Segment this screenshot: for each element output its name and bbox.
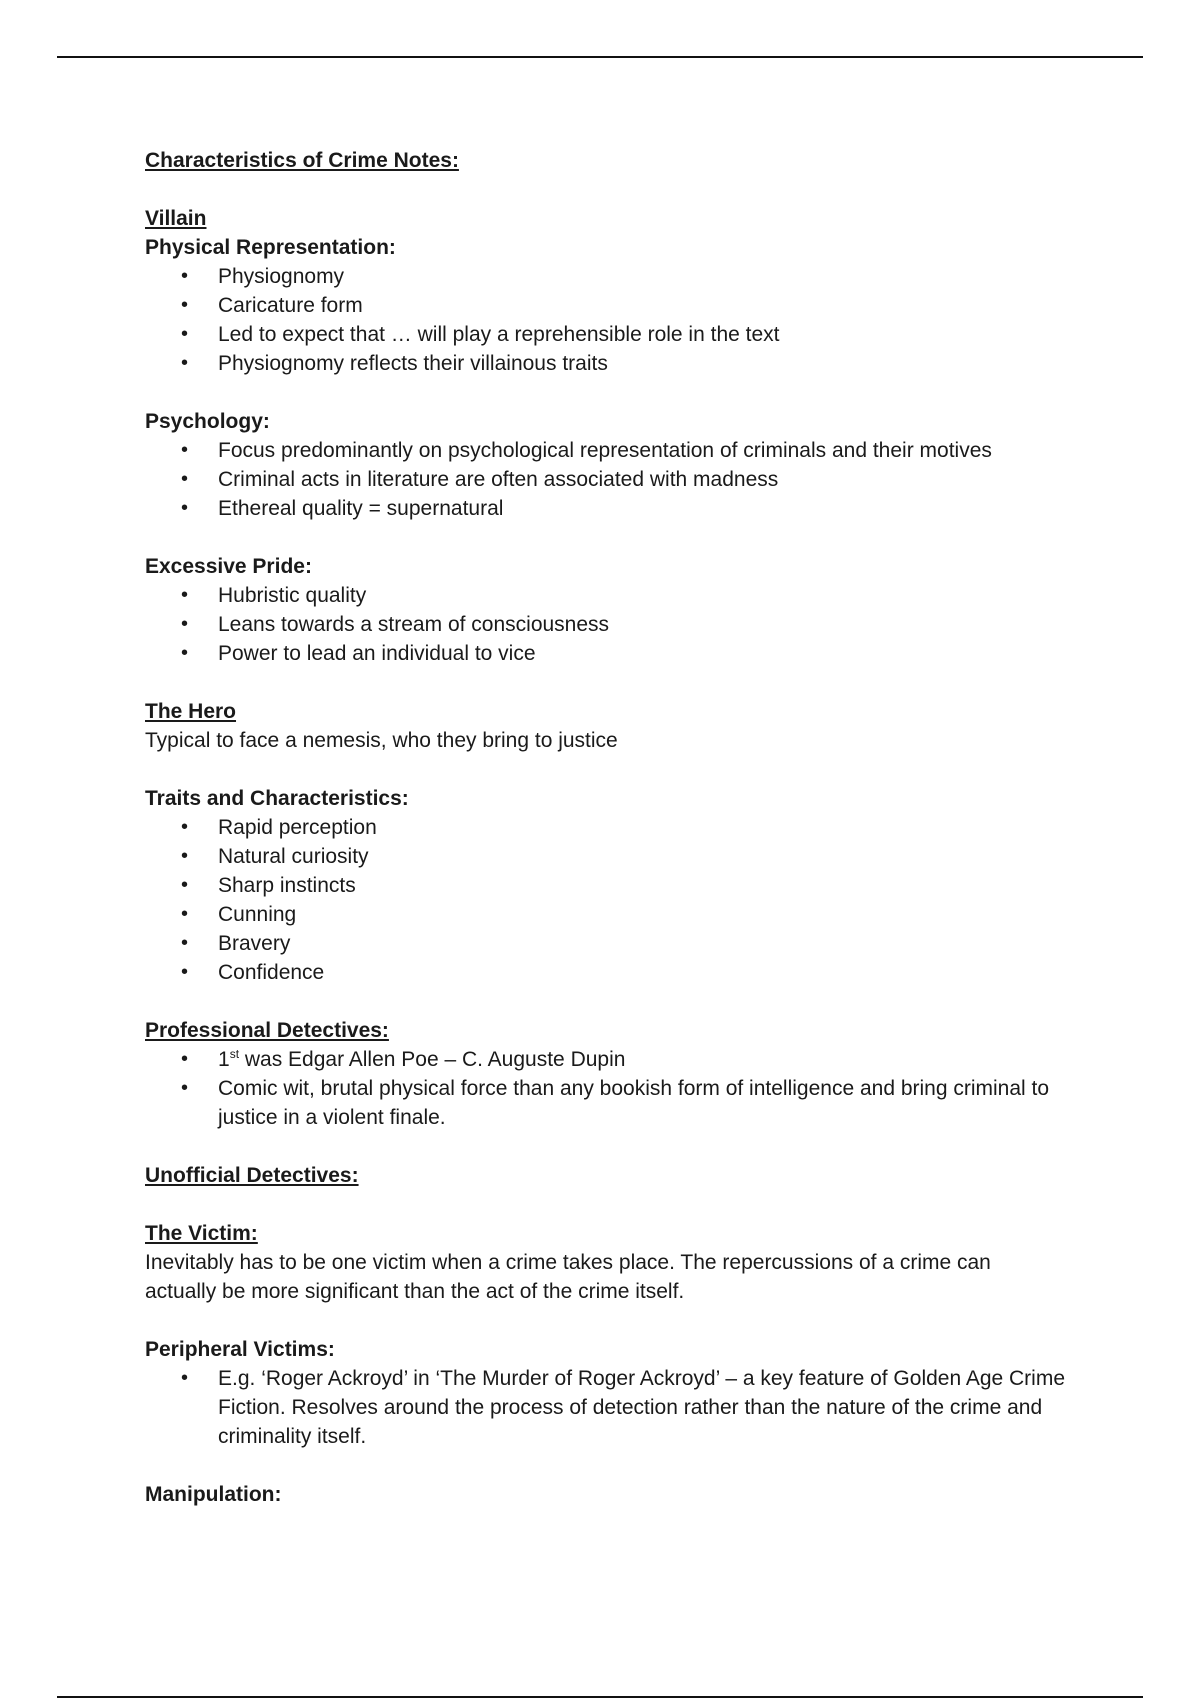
list-item: • Comic wit, brutal physical force than any bookish form of intelligence and bring criminal to justice in a violent finale. <box>145 1074 1065 1132</box>
ordinal-suffix: st <box>229 1047 240 1061</box>
manipulation-heading: Manipulation: <box>145 1483 282 1506</box>
psychology-heading: Psychology: <box>145 410 270 433</box>
list-item: • Cunning <box>145 900 1065 929</box>
physical-representation-heading: Physical Representation: <box>145 236 396 259</box>
villain-heading: Villain <box>145 207 207 230</box>
list-item: • Rapid perception <box>145 813 1065 842</box>
professional-detectives-list <box>145 1045 1065 1132</box>
document-body <box>145 146 1065 1509</box>
professional-detectives-heading: Professional Detectives: <box>145 1019 389 1042</box>
list-item: • Physiognomy reflects their villainous traits <box>145 349 1065 378</box>
list-item: • Natural curiosity <box>145 842 1065 871</box>
list-item: • E.g. ‘Roger Ackroyd’ in ‘The Murder of Roger Ackroyd’ – a key feature of Golden Age Crime Fiction. Resolves around the process of detection rather than the nature of the crime and criminality itself. <box>145 1364 1065 1451</box>
psychology-list <box>145 436 1065 523</box>
list-item-text: was Edgar Allen Poe – C. Auguste Dupin <box>239 1048 626 1071</box>
list-item: • Caricature form <box>145 291 1065 320</box>
list-item: • Leans towards a stream of consciousness <box>145 610 1065 639</box>
footer-rule <box>57 1696 1143 1698</box>
excessive-pride-heading: Excessive Pride: <box>145 555 312 578</box>
peripheral-victims-list <box>145 1364 1065 1451</box>
victim-heading: The Victim: <box>145 1222 258 1245</box>
peripheral-victims-heading: Peripheral Victims: <box>145 1338 335 1361</box>
list-item: • Focus predominantly on psychological representation of criminals and their motives <box>145 436 1065 465</box>
document-title: Characteristics of Crime Notes: <box>145 149 459 172</box>
traits-list <box>145 813 1065 987</box>
list-item: • Confidence <box>145 958 1065 987</box>
list-item: • Power to lead an individual to vice <box>145 639 1065 668</box>
list-item <box>145 1045 1065 1074</box>
victim-text: Inevitably has to be one victim when a crime takes place. The repercussions of a crime can actually be more significant than the act of the crime itself. <box>145 1251 991 1303</box>
list-item: • Bravery <box>145 929 1065 958</box>
hero-heading: The Hero <box>145 700 237 723</box>
list-item: • Sharp instincts <box>145 871 1065 900</box>
physical-representation-list <box>145 262 1065 378</box>
list-item: • Criminal acts in literature are often associated with madness <box>145 465 1065 494</box>
traits-heading: Traits and Characteristics: <box>145 787 409 810</box>
ordinal-number: 1 <box>218 1048 230 1071</box>
list-item: • Physiognomy <box>145 262 1065 291</box>
excessive-pride-list <box>145 581 1065 668</box>
list-item: • Hubristic quality <box>145 581 1065 610</box>
list-item: • Led to expect that … will play a reprehensible role in the text <box>145 320 1065 349</box>
list-item: • Ethereal quality = supernatural <box>145 494 1065 523</box>
header-rule <box>57 56 1143 58</box>
unofficial-detectives-heading: Unofficial Detectives: <box>145 1164 359 1187</box>
hero-text: Typical to face a nemesis, who they bring to justice <box>145 729 618 752</box>
